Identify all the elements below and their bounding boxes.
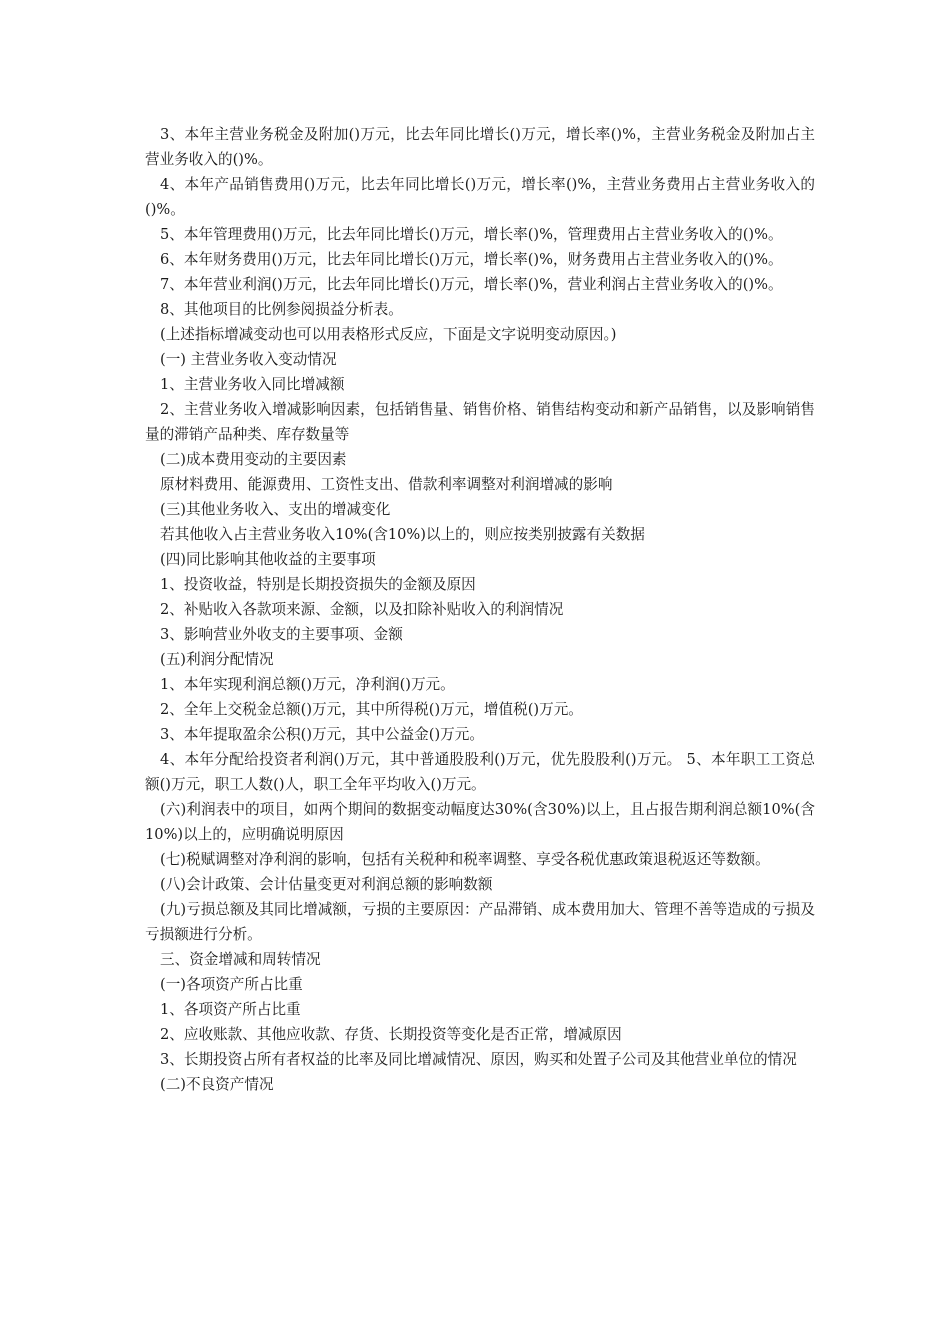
section-heading-tax-adjustment: (七)税赋调整对净利润的影响，包括有关税种和税率调整、享受各税优惠政策退税返还等数额。 (160, 851, 770, 868)
paragraph-taxes-paid: 2、全年上交税金总额()万元，其中所得税()万元，增值税()万元。 (160, 701, 583, 718)
paragraph-subsidy-income: 2、补贴收入各款项来源、金额，以及扣除补贴收入的利润情况 (160, 601, 564, 618)
section-heading-asset-proportion: (一)各项资产所占比重 (160, 976, 303, 993)
section-heading-bad-assets: (二)不良资产情况 (160, 1076, 274, 1093)
paragraph-selling-expenses: 4、本年产品销售费用()万元，比去年同比增长()万元，增长率()%，主营业务费用占主营业务收入的()%。 (145, 176, 815, 218)
document-body (145, 122, 815, 1097)
paragraph-investor-profit: 4、本年分配给投资者利润()万元，其中普通股股利()万元，优先股股利()万元。 5、本年职工工资总额()万元，职工人数()人，职工全年平均收入()万元。 (145, 751, 815, 793)
paragraph-asset-proportion: 1、各项资产所占比重 (160, 1001, 301, 1018)
paragraph-admin-expenses: 5、本年管理费用()万元，比去年同比增长()万元，增长率()%，管理费用占主营业务收入的()%。 (160, 226, 783, 243)
paragraph-cost-factors: 原材料费用、能源费用、工资性支出、借款利率调整对利润增减的影响 (160, 476, 613, 493)
section-heading-other-gains: (四)同比影响其他收益的主要事项 (160, 551, 376, 568)
section-heading-revenue-change: (一) 主营业务收入变动情况 (160, 351, 337, 368)
section-heading-profit-distribution: (五)利润分配情况 (160, 651, 274, 668)
section-heading-loss-analysis: (九)亏损总额及其同比增减额，亏损的主要原因：产品滞销、成本费用加大、管理不善等造成的亏损及亏损额进行分析。 (145, 901, 815, 943)
paragraph-revenue-factors: 2、主营业务收入增减影响因素，包括销售量、销售价格、销售结构变动和新产品销售，以及影响销售量的滞销产品种类、库存数量等 (145, 401, 815, 443)
paragraph-note: (上述指标增减变动也可以用表格形式反应，下面是文字说明变动原因。) (160, 326, 617, 343)
paragraph-total-profit: 1、本年实现利润总额()万元，净利润()万元。 (160, 676, 455, 693)
section-heading-accounting-policy: (八)会计政策、会计估量变更对利润总额的影响数额 (160, 876, 493, 893)
paragraph-revenue-yoy: 1、主营业务收入同比增减额 (160, 376, 345, 393)
chapter-heading-funds-turnover: 三、资金增减和周转情况 (160, 951, 321, 968)
paragraph-investment-income: 1、投资收益，特别是长期投资损失的金额及原因 (160, 576, 476, 593)
paragraph-operating-profit: 7、本年营业利润()万元，比去年同比增长()万元，增长率()%，营业利润占主营业务收入的()%。 (160, 276, 783, 293)
paragraph-tax-surcharge: 3、本年主营业务税金及附加()万元，比去年同比增长()万元，增长率()%，主营业务税金及附加占主营业务收入的()%。 (145, 126, 815, 168)
paragraph-other-income-disclosure: 若其他收入占主营业务收入10%(含10%)以上的，则应按类别披露有关数据 (160, 526, 645, 543)
section-heading-cost-factors: (二)成本费用变动的主要因素 (160, 451, 347, 468)
paragraph-other-items: 8、其他项目的比例参阅损益分析表。 (160, 301, 403, 318)
section-heading-income-statement-items: (六)利润表中的项目，如两个期间的数据变动幅度达30%(含30%)以上，且占报告期利润总额10%(含10%)以上的，应明确说明原因 (145, 801, 815, 843)
paragraph-surplus-reserve: 3、本年提取盈余公积()万元，其中公益金()万元。 (160, 726, 484, 743)
paragraph-non-operating: 3、影响营业外收支的主要事项、金额 (160, 626, 403, 643)
paragraph-receivables-change: 2、应收账款、其他应收款、存货、长期投资等变化是否正常，增减原因 (160, 1026, 622, 1043)
paragraph-long-term-investment: 3、长期投资占所有者权益的比率及同比增减情况、原因，购买和处置子公司及其他营业单位的情况 (160, 1051, 797, 1068)
section-heading-other-business: (三)其他业务收入、支出的增减变化 (160, 501, 391, 518)
paragraph-financial-expenses: 6、本年财务费用()万元，比去年同比增长()万元，增长率()%，财务费用占主营业务收入的()%。 (160, 251, 783, 268)
